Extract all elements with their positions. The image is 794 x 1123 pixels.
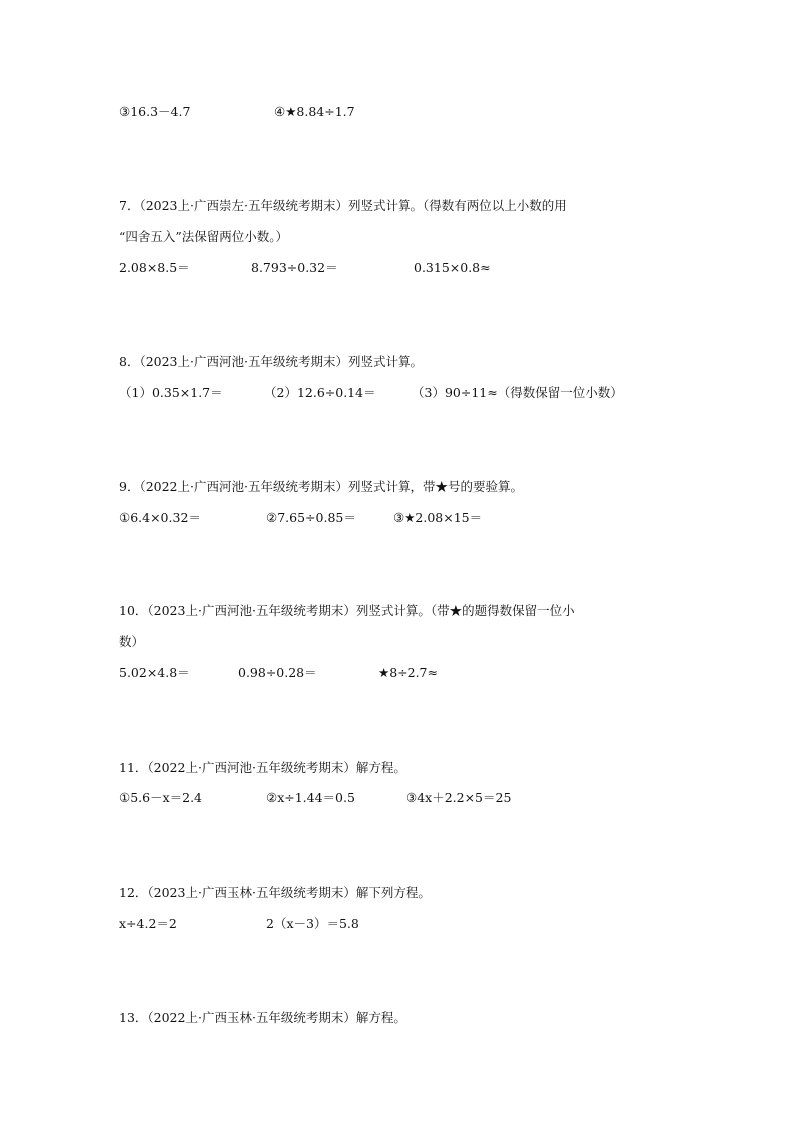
question-7-item-3: 0.315×0.8≈ [414,260,491,275]
question-9-header: 9．（2022上·广西河池·五年级统考期末）列竖式计算，带★号的要验算。 [119,479,523,494]
question-8-item-1: （1）0.35×1.7＝ [119,385,223,400]
question-8-header: 8．（2023上·广西河池·五年级统考期末）列竖式计算。 [119,354,423,369]
question-7-header: 7．（2023上·广西崇左·五年级统考期末）列竖式计算。（得数有两位以上小数的用 [119,198,567,213]
question-10-header-cont: 数） [119,634,145,649]
question-9-item-2: ②7.65÷0.85＝ [266,510,356,525]
question-11-header: 11．（2022上·广西河池·五年级统考期末）解方程。 [119,760,406,775]
question-7-item-2: 8.793÷0.32＝ [251,260,338,275]
question-8-item-2: （2）12.6÷0.14＝ [264,385,376,400]
question-13-header: 13．（2022上·广西玉林·五年级统考期末）解方程。 [119,1010,406,1025]
question-9-item-1: ①6.4×0.32＝ [119,510,201,525]
question-7-header-cont: “四舍五入”法保留两位小数。） [119,229,289,244]
question-12-header: 12．（2023上·广西玉林·五年级统考期末）解下列方程。 [119,885,431,900]
question-11-item-3: ③4x＋2.2×5＝25 [406,790,512,805]
question-10-item-3: ★8÷2.7≈ [378,665,438,680]
question-12-item-1: x÷4.2＝2 [119,916,177,931]
question-12-item-2: 2（x－3）＝5.8 [266,916,359,931]
question-11-item-2: ②x÷1.44＝0.5 [266,790,355,805]
problem-item-3: ③16.3－4.7 [119,104,191,119]
question-10-header: 10．（2023上·广西河池·五年级统考期末）列竖式计算。（带★的题得数保留一位小 [119,603,575,618]
question-10-item-2: 0.98÷0.28＝ [238,665,317,680]
question-10-item-1: 5.02×4.8＝ [119,665,190,680]
problem-item-4: ④★8.84÷1.7 [274,104,355,119]
question-11-item-1: ①5.6－x＝2.4 [119,790,203,805]
question-7-item-1: 2.08×8.5＝ [119,260,190,275]
question-8-item-3: （3）90÷11≈（得数保留一位小数） [412,385,623,400]
question-9-item-3: ③★2.08×15＝ [393,510,483,525]
